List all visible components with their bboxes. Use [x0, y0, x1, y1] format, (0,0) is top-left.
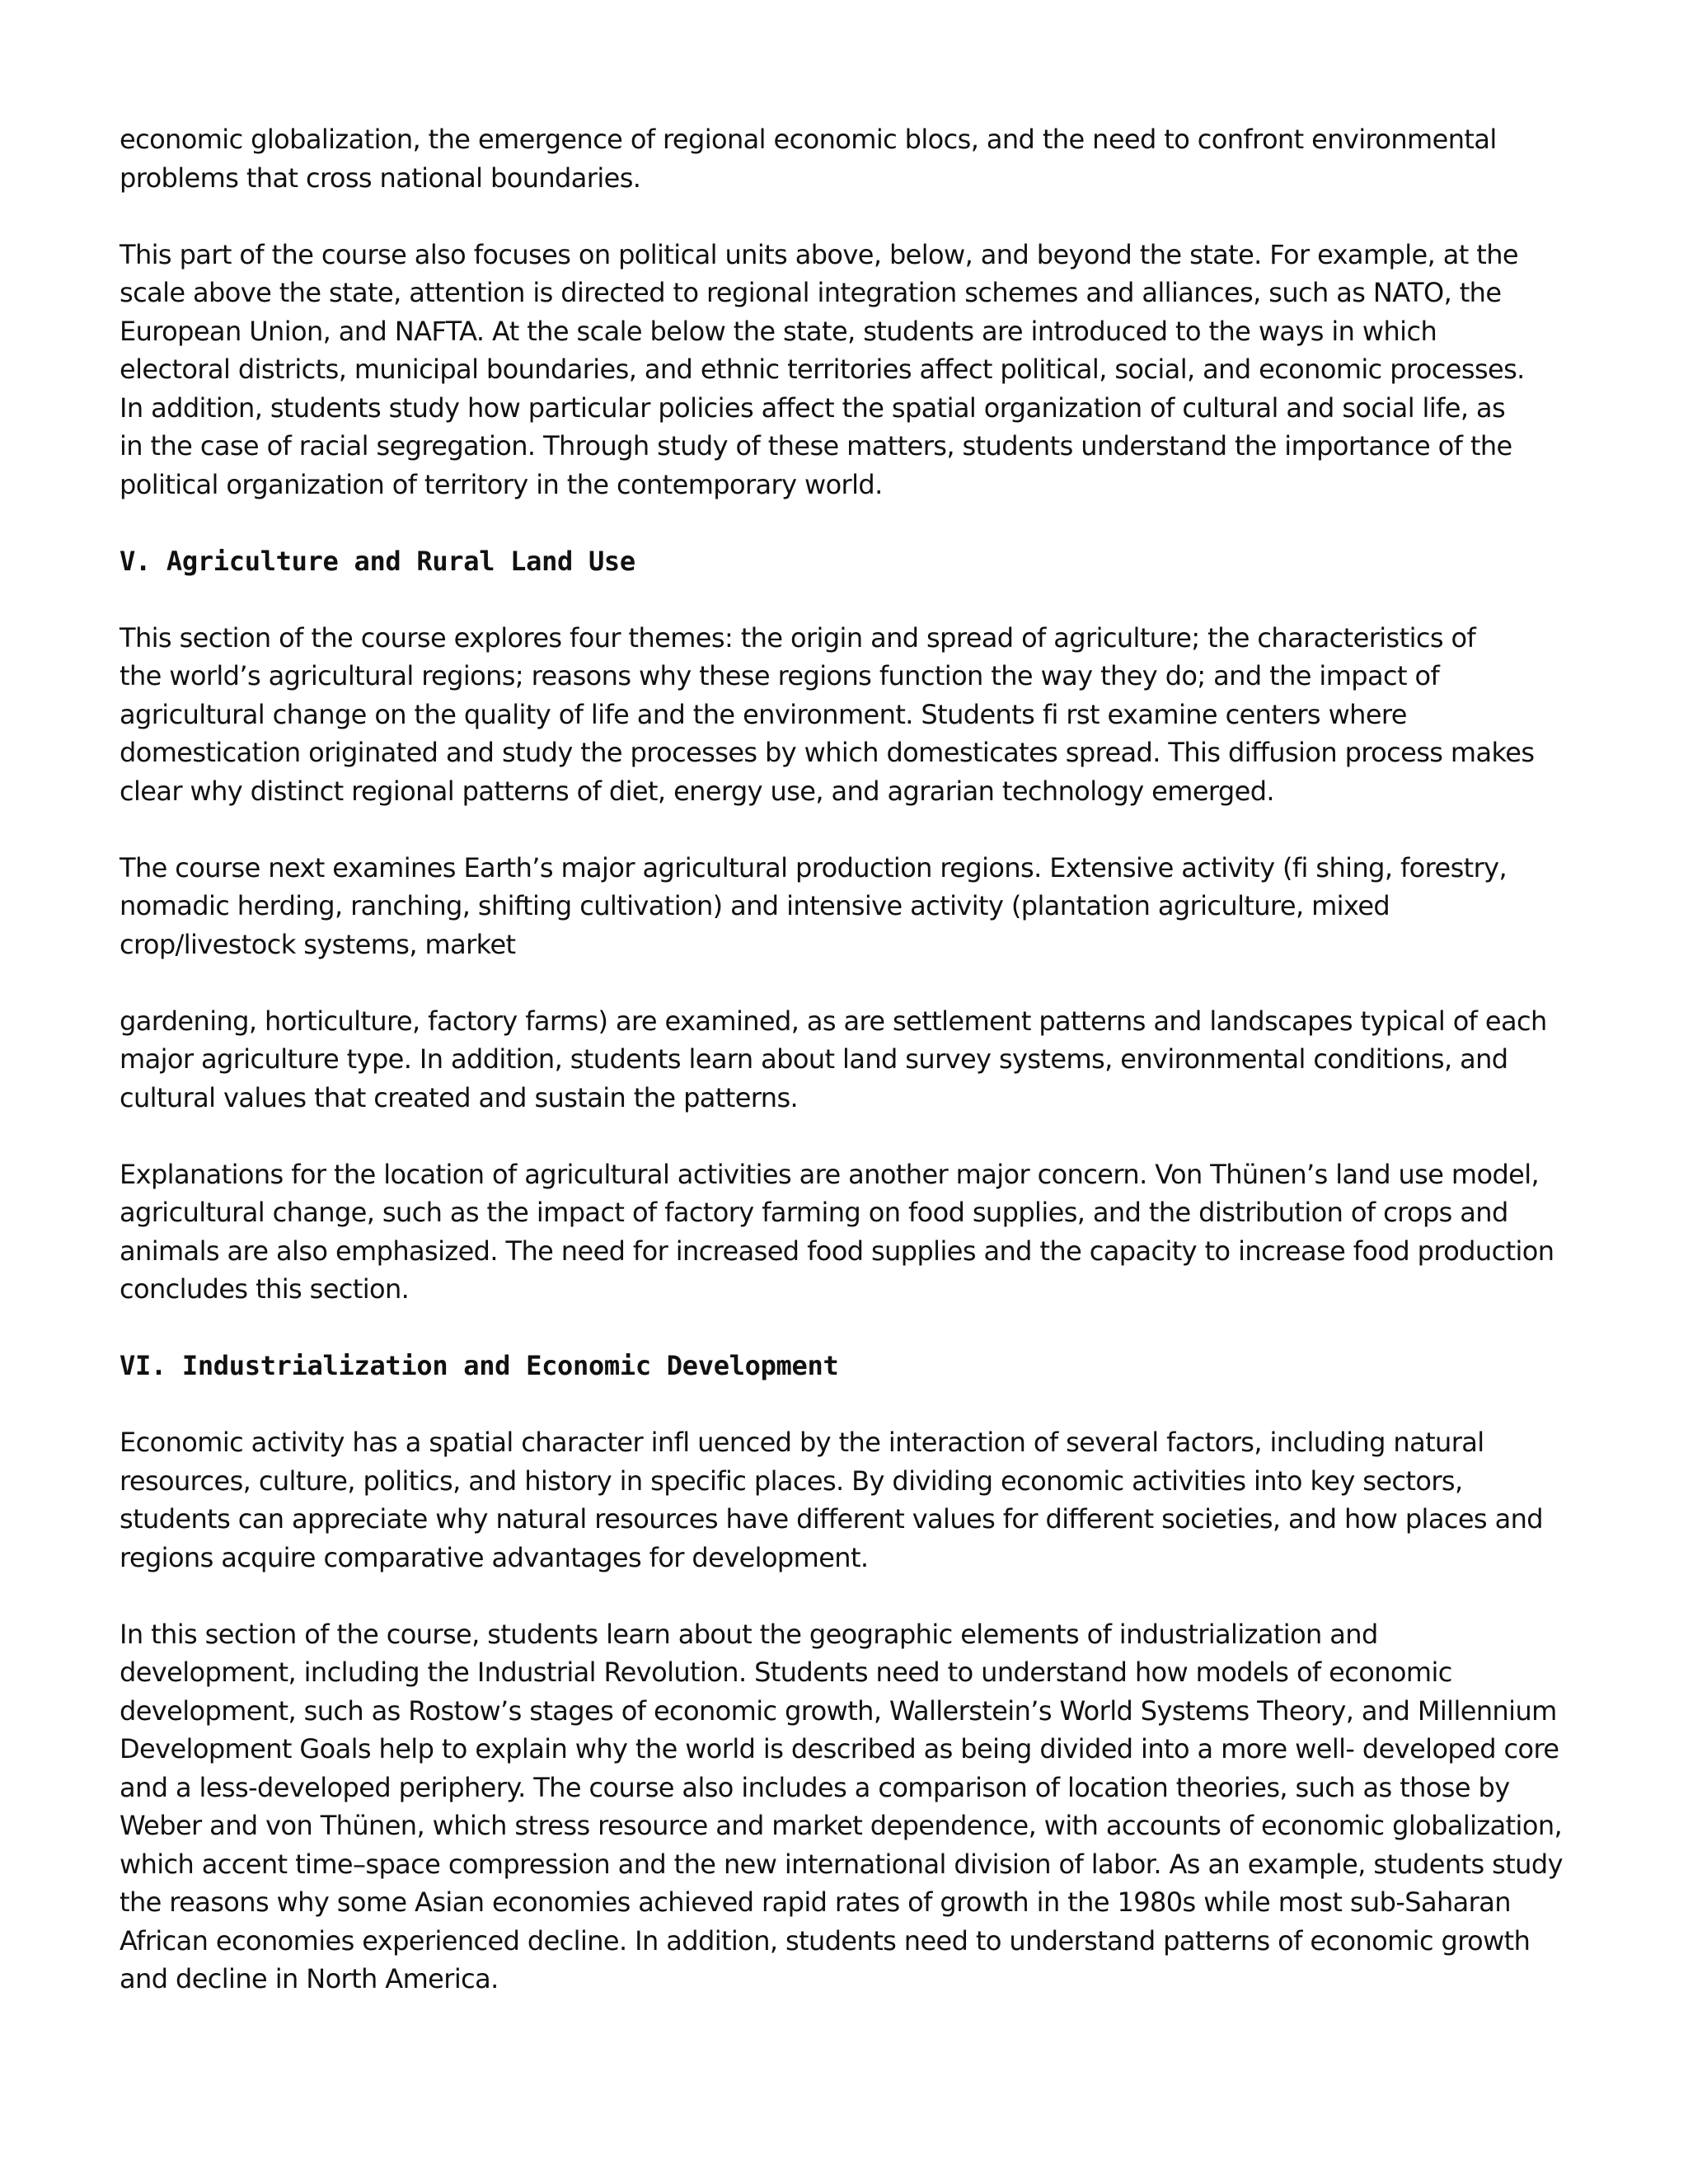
- paragraph-economic-activity: Economic activity has a spatial character infl uenced by the interaction of several factors, including natural resources, culture, politics, and history in specific places. By dividing economic activities into key sectors, students can appreciate why natural resources have different values for different societies, and how places and regions acquire comparative advantages for development.: [120, 1427, 1543, 1573]
- paragraph-gap: [120, 1309, 1578, 1347]
- paragraph-location-explanations: Explanations for the location of agricultural activities are another major concern. Von Thünen’s land use model, agricultural change, such as the impact of factory farming on food supplies, and the distribution of crops and animals are also emphasized. The need for increased food supplies and the capacity to increase food production concludes this section.: [120, 1158, 1554, 1305]
- paragraph-production-regions: The course next examines Earth’s major agricultural production regions. Extensive activity (fi shing, forestry, nomadic herding, ranching, shifting cultivation) and intensive activity (plantation agriculture, mixed crop/livestock systems, market: [120, 851, 1507, 960]
- paragraph-gap: [120, 197, 1578, 236]
- paragraph-gap: [120, 504, 1578, 542]
- paragraph-gap: [120, 810, 1578, 849]
- paragraph-political-units: This part of the course also focuses on political units above, below, and beyond the state. For example, at the scale above the state, attention is directed to regional integration schemes and alliances, such as NATO, the European Union, and NAFTA. At the scale below the state, students are introduced to the ways in which electoral districts, municipal boundaries, and ethnic territories affect political, social, and economic processes. In addition, students study how particular policies affect the spatial organization of cultural and social life, as in the case of racial segregation. Through study of these matters, students understand the importance of the political organization of territory in the contemporary world.: [120, 238, 1525, 500]
- paragraph-settlement-patterns: gardening, horticulture, factory farms) are examined, as are settlement patterns and landscapes typical of each major agriculture type. In addition, students learn about land survey systems, environmental conditions, and cultural values that created and sustain the patterns.: [120, 1005, 1547, 1113]
- section-heading-agriculture: V. Agriculture and Rural Land Use: [120, 545, 635, 577]
- paragraph-globalization-continuation: economic globalization, the emergence of regional economic blocs, and the need to confront environmental problems that cross national boundaries.: [120, 124, 1497, 194]
- paragraph-gap: [120, 1577, 1578, 1615]
- paragraph-gap: [120, 963, 1578, 1002]
- paragraph-gap: [120, 580, 1578, 619]
- section-heading-industrialization: VI. Industrialization and Economic Development: [120, 1350, 839, 1381]
- paragraph-gap: [120, 1117, 1578, 1155]
- paragraph-agriculture-themes: This section of the course explores four themes: the origin and spread of agriculture; the characteristics of the world’s agricultural regions; reasons why these regions function the way they do; and the impact of agricultural change on the quality of life and the environment. Students fi rst examine centers where domestication originated and study the processes by which domesticates spread. This diffusion process makes clear why distinct regional patterns of diet, energy use, and agrarian technology emerged.: [120, 621, 1535, 807]
- paragraph-gap: [120, 1385, 1578, 1424]
- paragraph-industrialization-development: In this section of the course, students learn about the geographic elements of industrialization and development, including the Industrial Revolution. Students need to understand how models of economic development, such as Rostow’s stages of economic growth, Wallerstein’s World Systems Theory, and Millennium Development Goals help to explain why the world is described as being divided into a more well- developed core and a less-developed periphery. The course also includes a comparison of location theories, such as those by Weber and von Thünen, which stress resource and market dependence, with accounts of economic globalization, which accent time–space compression and the new international division of labor. As an example, students study the reasons why some Asian economies achieved rapid rates of growth in the 1980s while most sub-Saharan African economies experienced decline. In addition, students need to understand patterns of economic growth and decline in North America.: [120, 1618, 1563, 1994]
- document-page: [120, 120, 1578, 1999]
